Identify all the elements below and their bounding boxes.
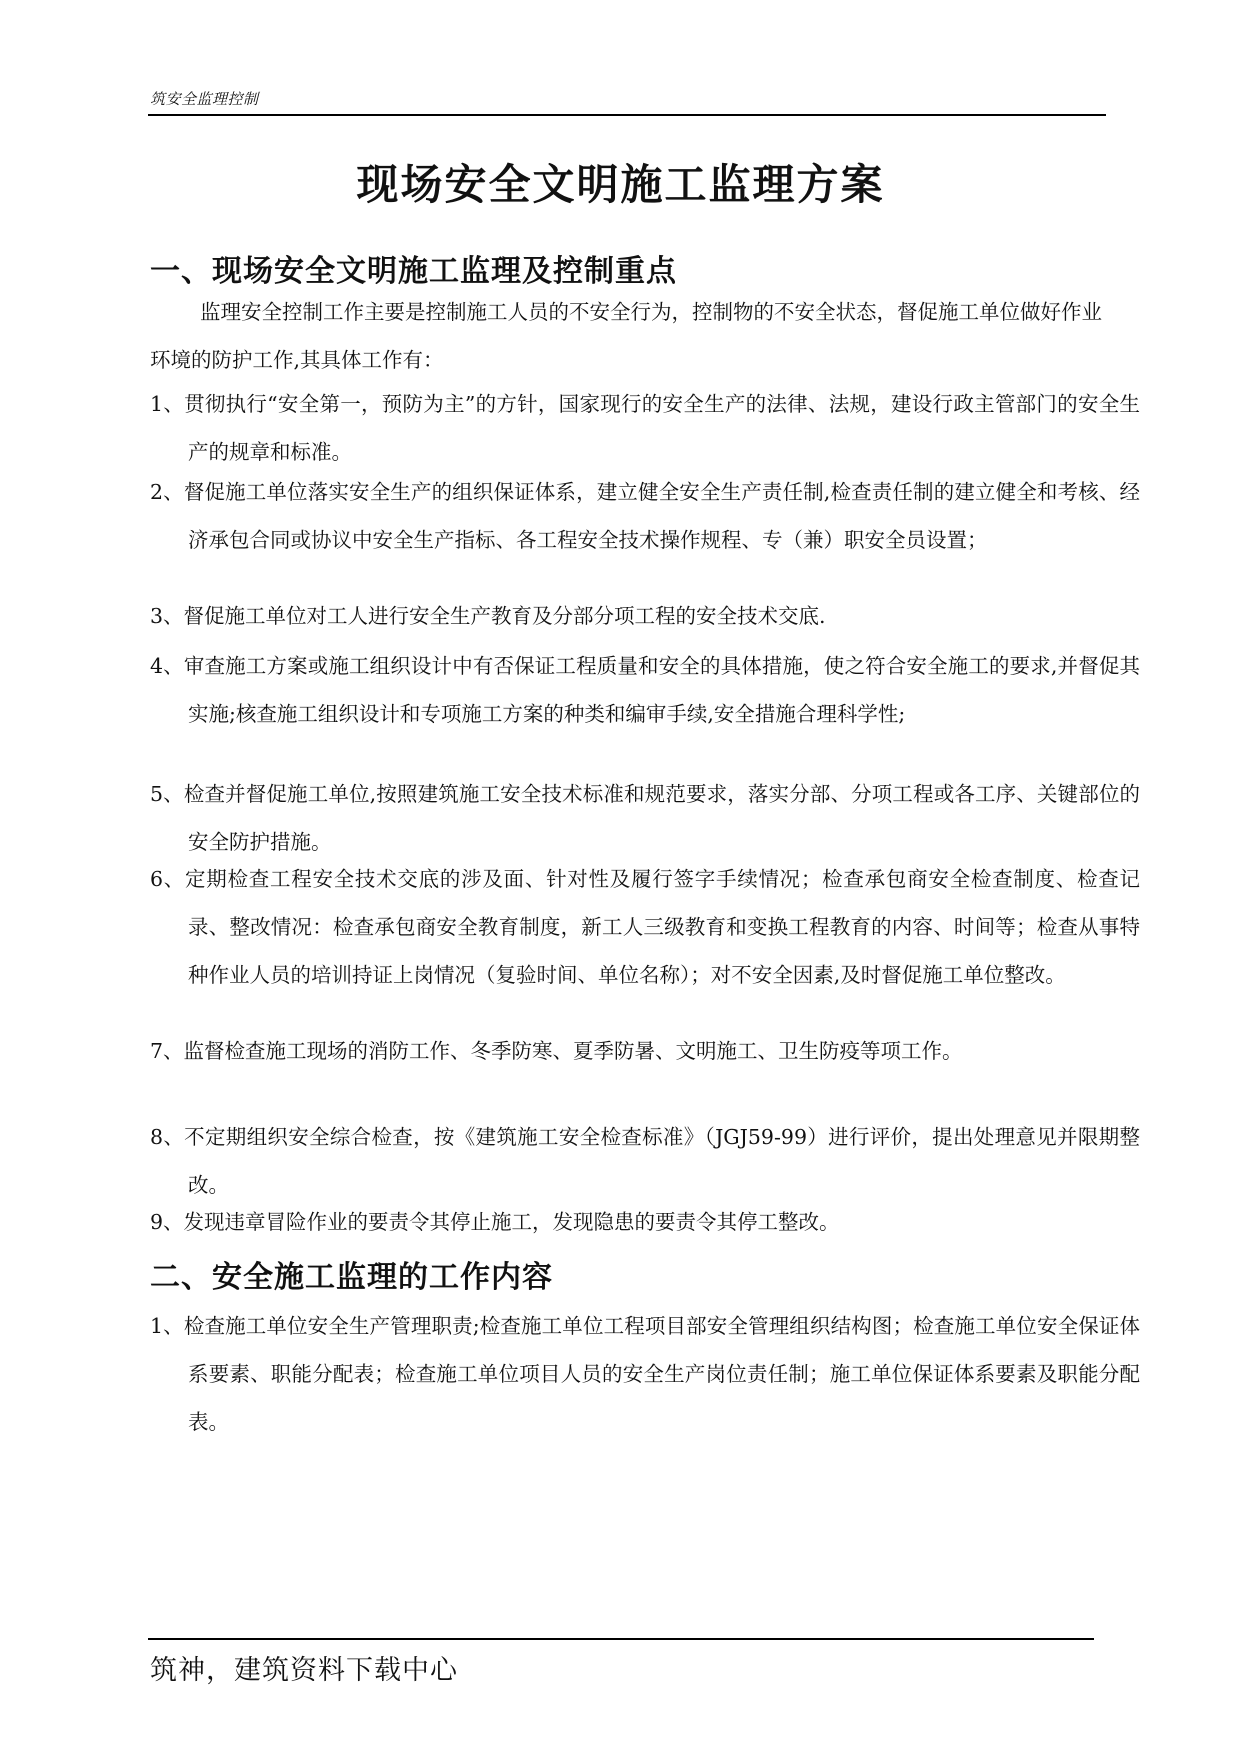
section-1-heading: 一、现场安全文明施工监理及控制重点 <box>150 254 677 289</box>
page-footer: 筑神，建筑资料下载中心 <box>150 1655 458 1686</box>
running-header: 筑安全监理控制 <box>150 90 259 108</box>
section-1-item-3: 3、督促施工单位对工人进行安全生产教育及分部分项工程的安全技术交底. <box>150 604 826 628</box>
section-2-heading: 二、安全施工监理的工作内容 <box>150 1260 553 1295</box>
section-1-intro: 监理安全控制工作主要是控制施工人员的不安全行为，控制物的不安全状态，督促施工单位做好作业环境的防护工作,其具体工作有： <box>150 300 1102 372</box>
section-1-item-1: 1、贯彻执行“安全第一，预防为主”的方针，国家现行的安全生产的法律、法规，建设行政主管部门的安全生产的规章和标准。 <box>150 392 1140 464</box>
document-title: 现场安全文明施工监理方案 <box>356 160 885 209</box>
section-1-item-9: 9、发现违章冒险作业的要责令其停止施工，发现隐患的要责令其停工整改。 <box>150 1210 840 1234</box>
section-1-item-8: 8、不定期组织安全综合检查，按《建筑施工安全检查标准》（JGJ59-99）进行评价，提出处理意见并限期整改。 <box>150 1125 1140 1197</box>
section-1-item-6: 6、定期检查工程安全技术交底的涉及面、针对性及履行签字手续情况；检查承包商安全检查制度、检查记录、整改情况：检查承包商安全教育制度，新工人三级教育和变换工程教育的内容、时间等；检查从事特种作业人员的培训持证上岗情况（复验时间、单位名称）；对不安全因素,及时督促施工单位整改。 <box>150 867 1140 987</box>
section-2-item-1: 1、检查施工单位安全生产管理职责;检查施工单位工程项目部安全管理组织结构图；检查施工单位安全保证体系要素、职能分配表；检查施工单位项目人员的安全生产岗位责任制；施工单位保证体系要素及职能分配表。 <box>150 1314 1140 1434</box>
section-1-item-5: 5、检查并督促施工单位,按照建筑施工安全技术标准和规范要求，落实分部、分项工程或各工序、关键部位的安全防护措施。 <box>150 782 1140 854</box>
footer-divider <box>148 1638 1094 1640</box>
header-divider <box>148 114 1106 116</box>
section-1-item-4: 4、审查施工方案或施工组织设计中有否保证工程质量和安全的具体措施，使之符合安全施工的要求,并督促其实施;核查施工组织设计和专项施工方案的种类和编审手续,安全措施合理科学性; <box>150 654 1140 726</box>
section-1-item-2: 2、督促施工单位落实安全生产的组织保证体系，建立健全安全生产责任制,检查责任制的建立健全和考核、经济承包合同或协议中安全生产指标、各工程安全技术操作规程、专（兼）职安全员设置； <box>150 480 1140 552</box>
section-1-item-7: 7、监督检查施工现场的消防工作、冬季防寒、夏季防暑、文明施工、卫生防疫等项工作。 <box>150 1039 963 1063</box>
